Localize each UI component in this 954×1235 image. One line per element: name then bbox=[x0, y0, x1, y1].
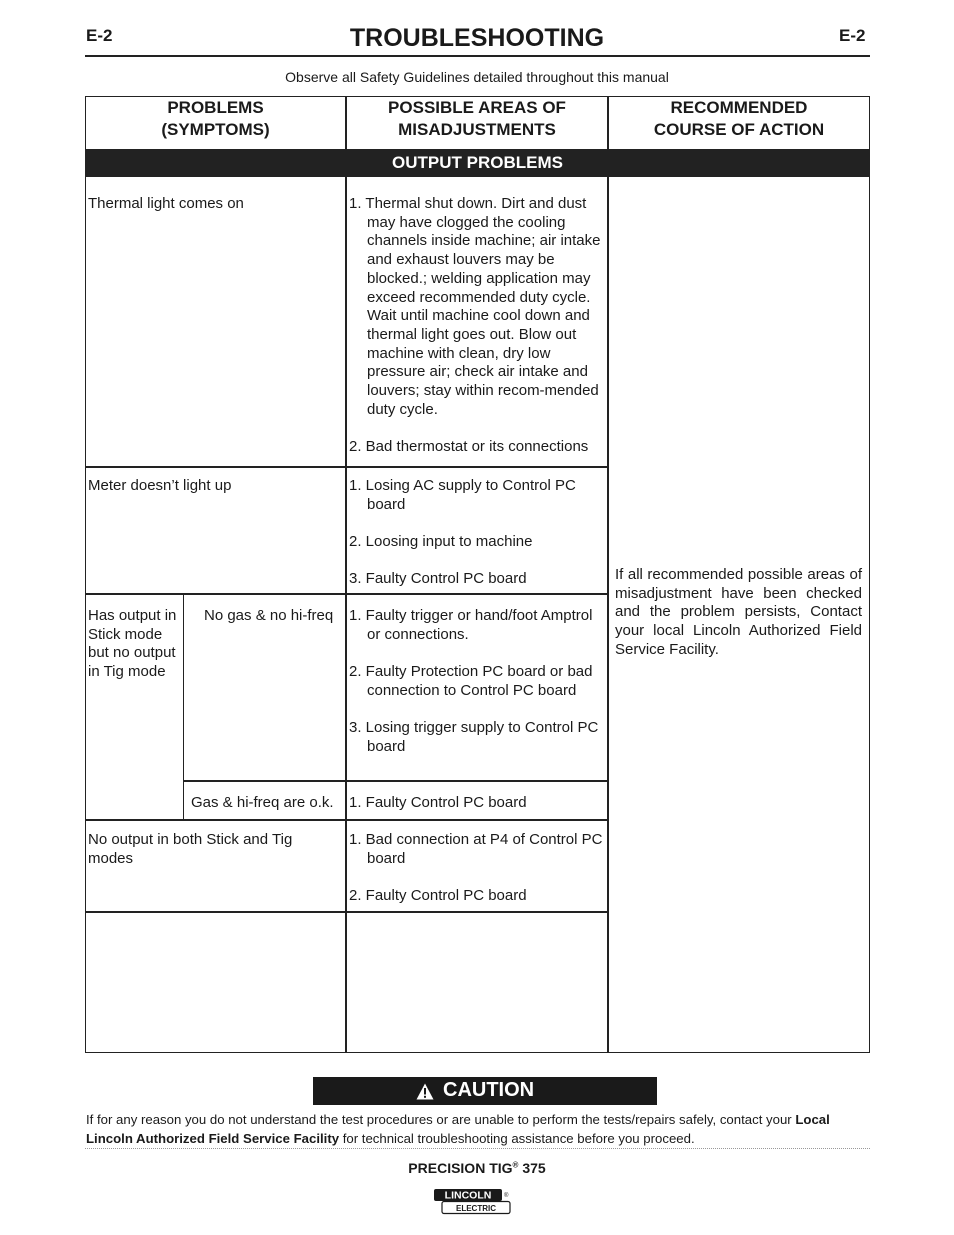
section-output-problems: OUTPUT PROBLEMS bbox=[86, 149, 869, 177]
logo-text-top: LINCOLN bbox=[444, 1189, 492, 1202]
logo-registered-mark: ® bbox=[504, 1193, 509, 1199]
header-line: RECOMMENDED bbox=[670, 98, 808, 117]
header-line: MISADJUSTMENTS bbox=[398, 120, 556, 139]
lincoln-electric-logo bbox=[433, 1188, 511, 1215]
cause-item: 2. Faulty Control PC board bbox=[349, 887, 527, 905]
problem-stick-no-tig: Has output in Stick mode but no output in Tig mode bbox=[88, 607, 177, 681]
registered-mark: ® bbox=[512, 1160, 519, 1170]
header-problems bbox=[86, 97, 345, 149]
subcolumn-divider bbox=[183, 594, 184, 820]
cause-item: 1. Thermal shut down. Dirt and dust may have clogged the cooling channels inside machine; air intake and exhaust louvers may be blocked.; welding application may exceed recommended duty cycle. Wait until machine cool down and thermal light goes out. Blow out machine with clean, dry low pressure air; check air intake and louvers; stay within recom-mended duty cycle. bbox=[349, 195, 601, 418]
product-label: PRECISION TIG bbox=[408, 1160, 513, 1176]
caution-banner bbox=[313, 1077, 657, 1105]
cause-item: 1. Losing AC supply to Control PC board bbox=[349, 477, 576, 513]
causes-gas-ok bbox=[349, 794, 603, 813]
cause-item: 1. Faulty trigger or hand/foot Amptrol or connections. bbox=[349, 607, 593, 643]
cause-item: 2. Faulty Protection PC board or bad connection to Control PC board bbox=[349, 663, 593, 699]
column-divider bbox=[607, 97, 609, 1052]
problem-thermal-light: Thermal light comes on bbox=[88, 195, 244, 212]
page-number-right: E-2 bbox=[839, 26, 866, 45]
row-divider bbox=[86, 819, 607, 821]
row-divider bbox=[86, 911, 607, 913]
column-divider bbox=[345, 97, 347, 1052]
product-model: 375 bbox=[518, 1160, 546, 1176]
caution-text-part: for technical troubleshooting assistance before you proceed. bbox=[339, 1131, 695, 1146]
caution-text-part: If for any reason you do not understand the test procedures or are unable to perform the tests/repairs safely, contact your bbox=[86, 1112, 796, 1127]
subproblem-no-gas: No gas & no hi-freq bbox=[204, 607, 334, 624]
troubleshooting-table bbox=[85, 96, 870, 1053]
warning-triangle-icon bbox=[416, 1083, 434, 1100]
causes-meter bbox=[349, 477, 603, 589]
safety-note: Observe all Safety Guidelines detailed throughout this manual bbox=[285, 69, 669, 85]
causes-thermal-light bbox=[349, 195, 603, 457]
caution-label: CAUTION bbox=[443, 1079, 535, 1101]
title-rule bbox=[85, 55, 870, 57]
header-line: PROBLEMS bbox=[167, 98, 264, 117]
header-possible-areas bbox=[347, 97, 607, 149]
header-line: (SYMPTOMS) bbox=[161, 120, 270, 139]
caution-text bbox=[86, 1110, 876, 1148]
cause-item: 1. Bad connection at P4 of Control PC board bbox=[349, 831, 603, 867]
cause-item: 3. Faulty Control PC board bbox=[349, 570, 527, 588]
header-course-of-action bbox=[609, 97, 869, 149]
cause-item: 2. Loosing input to machine bbox=[349, 533, 533, 551]
page-title: TROUBLESHOOTING bbox=[349, 24, 605, 52]
footer-rule bbox=[85, 1148, 870, 1149]
causes-no-gas bbox=[349, 607, 607, 757]
page-number-left: E-2 bbox=[86, 26, 113, 45]
header-line: POSSIBLE AREAS OF bbox=[388, 98, 566, 117]
logo-text-bottom: ELECTRIC bbox=[456, 1204, 496, 1213]
cause-item: 2. Bad thermostat or its connections bbox=[349, 438, 589, 456]
caution-contact: Local Lincoln Authorized Field Service Facility bbox=[86, 1112, 830, 1146]
header-line: COURSE OF ACTION bbox=[653, 120, 825, 139]
problem-no-output: No output in both Stick and Tig modes bbox=[88, 831, 293, 867]
causes-no-output bbox=[349, 831, 603, 906]
recommended-action: If all recommended possible areas of misadjustment have been checked and the problem persists, Contact your local Lincoln Authorized Field Service Facility. bbox=[615, 566, 862, 658]
cause-item: 1. Faulty Control PC board bbox=[349, 794, 527, 811]
cause-item: 3. Losing trigger supply to Control PC board bbox=[349, 719, 599, 755]
product-name bbox=[0, 1160, 954, 1176]
problem-meter: Meter doesn’t light up bbox=[88, 477, 232, 494]
row-divider bbox=[183, 780, 607, 782]
row-divider bbox=[86, 466, 607, 468]
row-divider bbox=[86, 593, 607, 595]
subproblem-gas-ok: Gas & hi-freq are o.k. bbox=[191, 794, 334, 811]
